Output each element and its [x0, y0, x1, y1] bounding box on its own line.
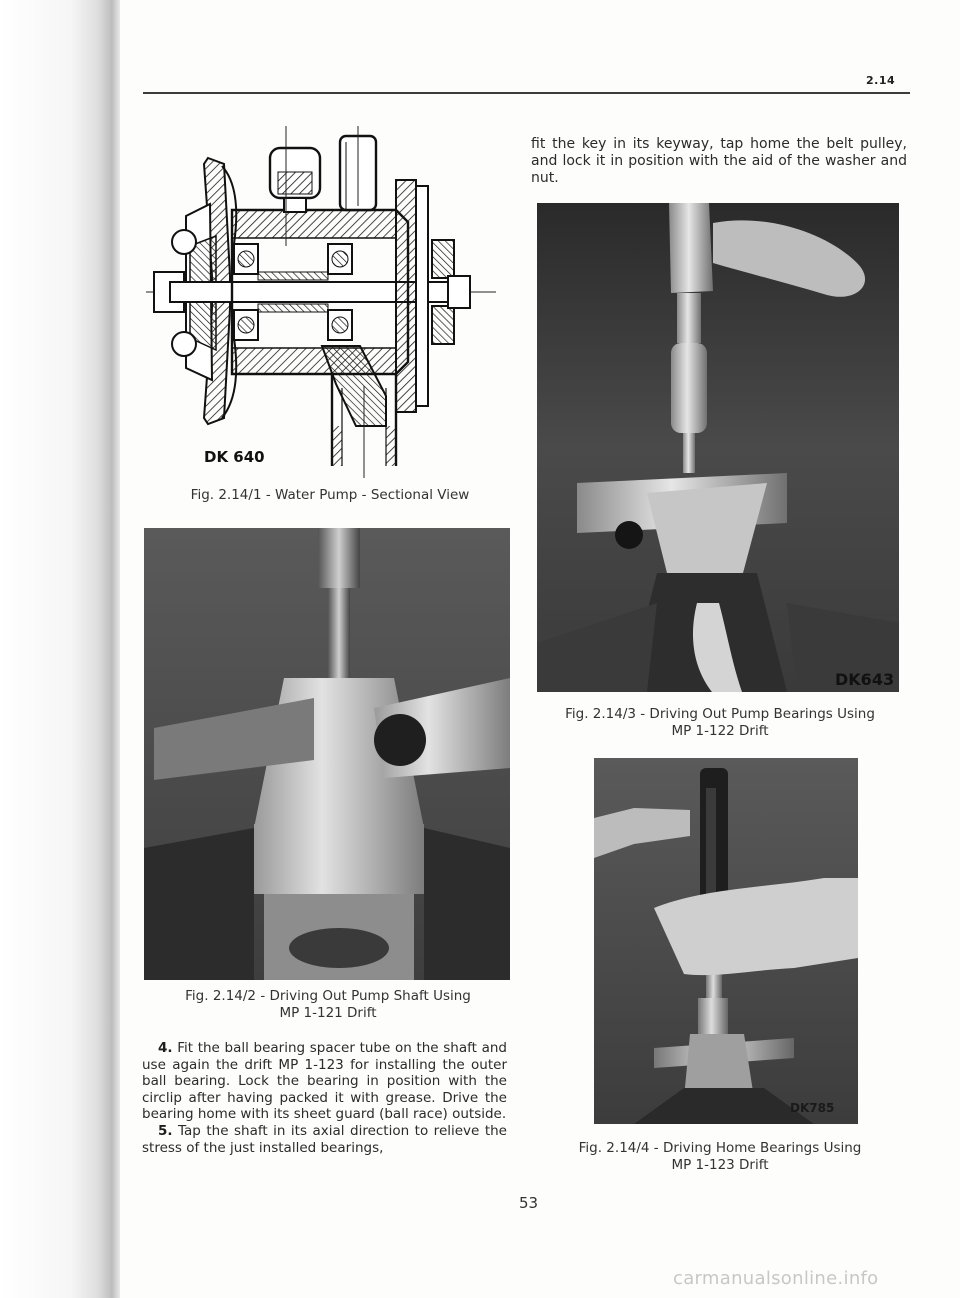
- figure-4-caption: [530, 1140, 910, 1174]
- page-number: 53: [519, 1194, 539, 1212]
- photo-driving-out-bearings: [537, 203, 899, 692]
- watermark: carmanualsonline.info: [673, 1268, 879, 1289]
- photo-driving-out-shaft: [144, 528, 510, 980]
- figure-2-caption-line-2: MP 1-121 Drift: [279, 1005, 377, 1021]
- figure-3-caption-line-1: Fig. 2.14/3 - Driving Out Pump Bearings Using: [565, 706, 875, 722]
- figure-2-caption: [138, 988, 518, 1022]
- step-5-number: 5.: [158, 1122, 173, 1139]
- figure-driving-home-bearings-photo: [594, 758, 858, 1124]
- page-binding-shadow: [0, 0, 120, 1298]
- figure-water-pump-section: [146, 126, 496, 478]
- figure-label-dk640: DK 640: [204, 448, 265, 466]
- right-intro-text: fit the key in its keyway, tap home the belt pulley, and lock it in position with the aid of the washer and nut.: [531, 136, 907, 187]
- figure-4-caption-line-2: MP 1-123 Drift: [671, 1157, 769, 1173]
- step-4-paragraph: [142, 1040, 507, 1123]
- step-4-text: Fit the ball bearing spacer tube on the shaft and use again the drift MP 1-123 for installing the outer ball bearing. Lock the bearing in position with the circlip after having packed it with grease. Drive the bearing home with its sheet guard (ball race) outside.: [142, 1040, 507, 1123]
- figure-3-caption: [530, 706, 910, 740]
- section-number: 2.14: [866, 74, 896, 87]
- header-rule: [143, 92, 910, 94]
- figure-1-caption: Fig. 2.14/1 - Water Pump - Sectional View: [190, 487, 470, 503]
- figure-label-dk643: DK643: [835, 670, 895, 689]
- figure-label-dk785: DK785: [790, 1101, 835, 1115]
- water-pump-section-drawing: [146, 126, 496, 478]
- step-5-paragraph: [142, 1123, 507, 1156]
- figure-2-caption-line-1: Fig. 2.14/2 - Driving Out Pump Shaft Using: [185, 988, 471, 1004]
- step-4-number: 4.: [158, 1040, 173, 1056]
- figure-4-caption-line-1: Fig. 2.14/4 - Driving Home Bearings Using: [578, 1140, 862, 1156]
- step-5-text: Tap the shaft in its axial direction to relieve the stress of the just installed bearings,: [142, 1122, 507, 1156]
- figure-3-caption-line-2: MP 1-122 Drift: [671, 723, 769, 739]
- figure-driving-out-shaft-photo: [144, 528, 510, 980]
- figure-driving-out-bearings-photo: [537, 203, 899, 692]
- photo-driving-home-bearings: [594, 758, 858, 1124]
- left-column-text: [142, 1040, 507, 1156]
